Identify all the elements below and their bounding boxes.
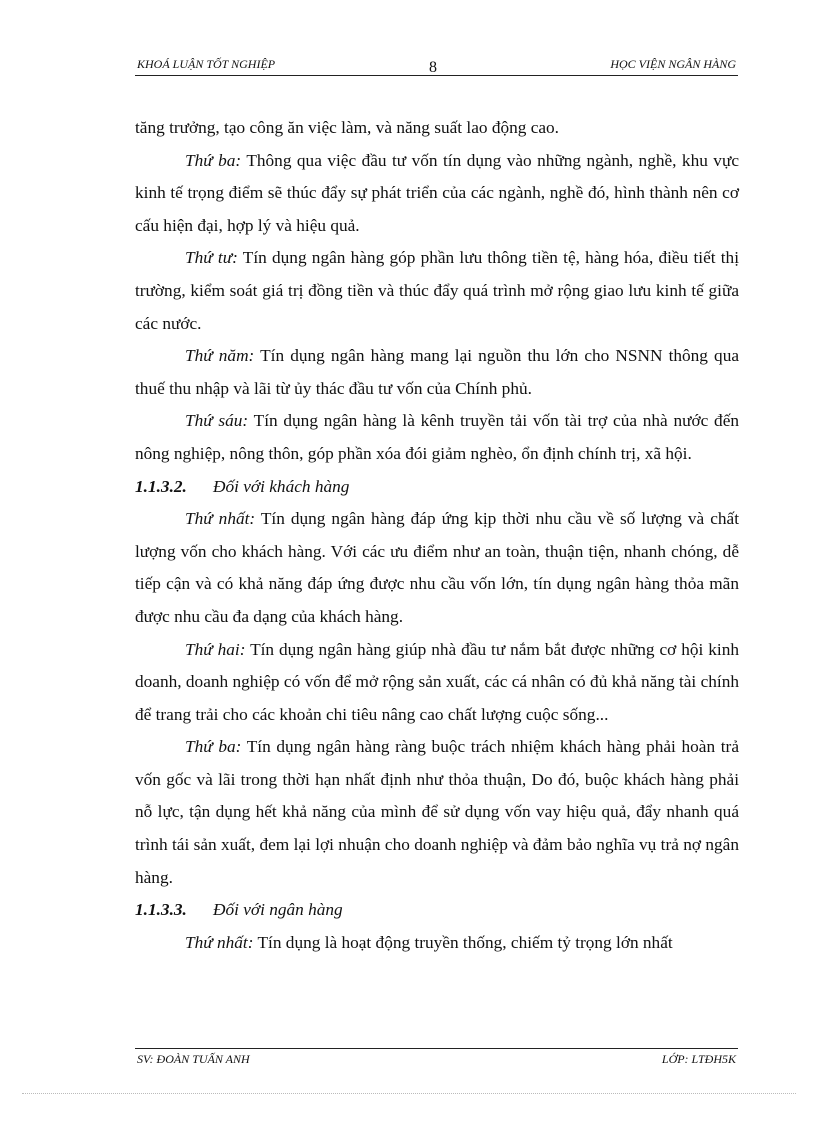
paragraph-text: Tín dụng là hoạt động truyền thống, chiếm tỷ trọng lớn nhất [253, 932, 673, 952]
paragraph-continuation [135, 112, 739, 145]
paragraph-lead: Thứ hai: [185, 639, 246, 659]
paragraph-lead: Thứ nhất: [185, 509, 256, 529]
section-heading-khach-hang [135, 471, 739, 504]
footer-class-code: LỚP: LTĐH5K [661, 1052, 736, 1066]
footer-student-name: SV: ĐOÀN TUẤN ANH [137, 1052, 250, 1066]
paragraph-thu-tu [135, 242, 739, 340]
paragraph-lead: Thứ sáu: [185, 411, 249, 431]
paragraph-thu-hai-kh [135, 634, 739, 732]
page-number: 8 [429, 59, 437, 76]
paragraph-text: Tín dụng ngân hàng mang lại nguồn thu lớn cho NSNN thông qua thuế thu nhập và lãi từ ủy thác đầu tư vốn của Chính phủ. [135, 346, 740, 398]
paragraph-text: Thông qua việc đầu tư vốn tín dụng vào những ngành, nghề, khu vực kinh tế trọng điểm sẽ thúc đẩy sự phát triển của các ngành, nghề đó, hình thành nên cơ cấu hiện đại, hợp lý và hiệu quả. [135, 150, 739, 235]
paragraph-thu-nam [135, 340, 739, 405]
page-break-divider [22, 1093, 796, 1094]
paragraph-thu-nhat-nh [135, 927, 739, 960]
paragraph-thu-ba-kh [135, 731, 739, 894]
page-header [135, 55, 738, 76]
paragraph-lead: Thứ ba: [185, 737, 242, 757]
section-number: 1.1.3.2. [135, 476, 187, 496]
paragraph-lead: Thứ tư: [185, 248, 238, 268]
paragraph-thu-ba [135, 145, 739, 243]
header-thesis-label: KHOÁ LUẬN TỐT NGHIỆP [137, 57, 276, 71]
paragraph-text: Tín dụng ngân hàng góp phần lưu thông tiền tệ, hàng hóa, điều tiết thị trường, kiểm soát giá trị đồng tiền và thúc đẩy quá trình mở rộng giao lưu kinh tế giữa các nước. [135, 248, 740, 333]
page-footer [135, 1048, 738, 1067]
document-body [135, 112, 739, 959]
paragraph-lead: Thứ năm: [185, 346, 255, 366]
paragraph-text: Tín dụng ngân hàng giúp nhà đầu tư nắm bắt được những cơ hội kinh doanh, doanh nghiệp có vốn để mở rộng sản xuất, các cá nhân có đủ khả năng tài chính để trang trải cho các khoản chi tiêu nâng cao chất lượng cuộc sống... [135, 639, 739, 724]
section-number: 1.1.3.3. [135, 900, 187, 920]
section-heading-ngan-hang [135, 894, 739, 927]
paragraph-thu-sau [135, 405, 739, 470]
section-title: Đối với khách hàng [213, 476, 350, 496]
section-title: Đối với ngân hàng [213, 900, 343, 920]
paragraph-text: Tín dụng ngân hàng đáp ứng kịp thời nhu cầu về số lượng và chất lượng vốn cho khách hàng. Với các ưu điểm như an toàn, thuận tiện, nhanh chóng, dễ tiếp cận và có khả năng đáp ứng được nhu cầu vốn lớn, tín dụng ngân hàng thỏa mãn được nhu cầu đa dạng của khách hàng. [135, 509, 740, 626]
paragraph-text: tăng trưởng, tạo công ăn việc làm, và năng suất lao động cao. [135, 118, 560, 137]
header-institution-label: HỌC VIỆN NGÂN HÀNG [610, 57, 736, 71]
paragraph-lead: Thứ nhất: [185, 932, 254, 952]
paragraph-text: Tín dụng ngân hàng là kênh truyền tải vốn tài trợ của nhà nước đến nông nghiệp, nông thôn, góp phần xóa đói giảm nghèo, ổn định chính trị, xã hội. [135, 411, 740, 463]
paragraph-lead: Thứ ba: [185, 150, 242, 170]
paragraph-thu-nhat-kh [135, 503, 739, 633]
paragraph-text: Tín dụng ngân hàng ràng buộc trách nhiệm khách hàng phải hoàn trả vốn gốc và lãi trong thời hạn nhất định như thỏa thuận, Do đó, buộc khách hàng phải nỗ lực, tận dụng hết khả năng của mình để sử dụng vốn vay hiệu quả, đẩy nhanh quá trình tái sản xuất, đem lại lợi nhuận cho doanh nghiệp và đảm bảo nghĩa vụ trả nợ ngân hàng. [135, 737, 739, 887]
